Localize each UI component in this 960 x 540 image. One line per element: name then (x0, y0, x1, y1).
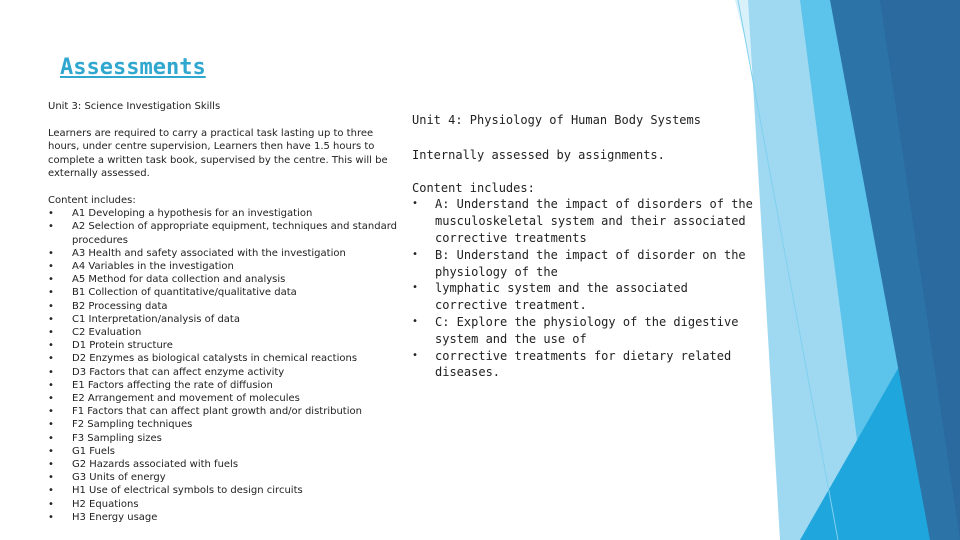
unit3-column (48, 100, 398, 524)
list-item: • F2 Sampling techniques (48, 418, 398, 431)
list-item: • D1 Protein structure (48, 339, 398, 352)
list-item: • C1 Interpretation/analysis of data (48, 313, 398, 326)
list-item: • A: Understand the impact of disorders of the musculoskeletal system and their associated corrective treatments (412, 196, 762, 246)
slide-title: Assessments (60, 55, 206, 80)
list-item: • corrective treatments for dietary related diseases. (412, 348, 762, 382)
list-item: • C2 Evaluation (48, 326, 398, 339)
unit4-content-list (412, 196, 762, 381)
list-item: • H3 Energy usage (48, 511, 398, 524)
list-item: • A1 Developing a hypothesis for an investigation (48, 207, 398, 220)
unit3-content-heading: Content includes: (48, 195, 136, 207)
list-item: • A2 Selection of appropriate equipment, techniques and standard procedures (48, 220, 398, 246)
list-item: • F3 Sampling sizes (48, 432, 398, 445)
list-item: • D2 Enzymes as biological catalysts in chemical reactions (48, 352, 398, 365)
list-item: • E2 Arrangement and movement of molecules (48, 392, 398, 405)
list-item: • lymphatic system and the associated corrective treatment. (412, 280, 762, 314)
unit4-assessment: Internally assessed by assignments. (412, 147, 665, 162)
list-item: • G2 Hazards associated with fuels (48, 458, 398, 471)
list-item: • H2 Equations (48, 498, 398, 511)
list-item: • A3 Health and safety associated with the investigation (48, 247, 398, 260)
list-item: • G3 Units of energy (48, 471, 398, 484)
list-item: • B1 Collection of quantitative/qualitative data (48, 286, 398, 299)
unit4-heading: Unit 4: Physiology of Human Body Systems (412, 113, 701, 127)
list-item: • C: Explore the physiology of the digestive system and the use of (412, 314, 762, 348)
list-item: • B2 Processing data (48, 300, 398, 313)
list-item: • A4 Variables in the investigation (48, 260, 398, 273)
unit3-heading: Unit 3: Science Investigation Skills (48, 101, 221, 112)
list-item: • F1 Factors that can affect plant growth and/or distribution (48, 405, 398, 418)
list-item: • E1 Factors affecting the rate of diffusion (48, 379, 398, 392)
list-item: • B: Understand the impact of disorder on the physiology of the (412, 247, 762, 281)
unit4-column (412, 112, 762, 381)
unit3-content-list (48, 207, 398, 524)
list-item: • H1 Use of electrical symbols to design circuits (48, 484, 398, 497)
unit4-content-heading: Content includes: (412, 180, 535, 195)
list-item: • G1 Fuels (48, 445, 398, 458)
unit3-description: Learners are required to carry a practical task lasting up to three hours, under centre supervision, Learners then have 1.5 hours to complete a written task book, supervised by the centre. This will be externally assessed. (48, 128, 388, 179)
list-item: • A5 Method for data collection and analysis (48, 273, 398, 286)
list-item: • D3 Factors that can affect enzyme activity (48, 366, 398, 379)
